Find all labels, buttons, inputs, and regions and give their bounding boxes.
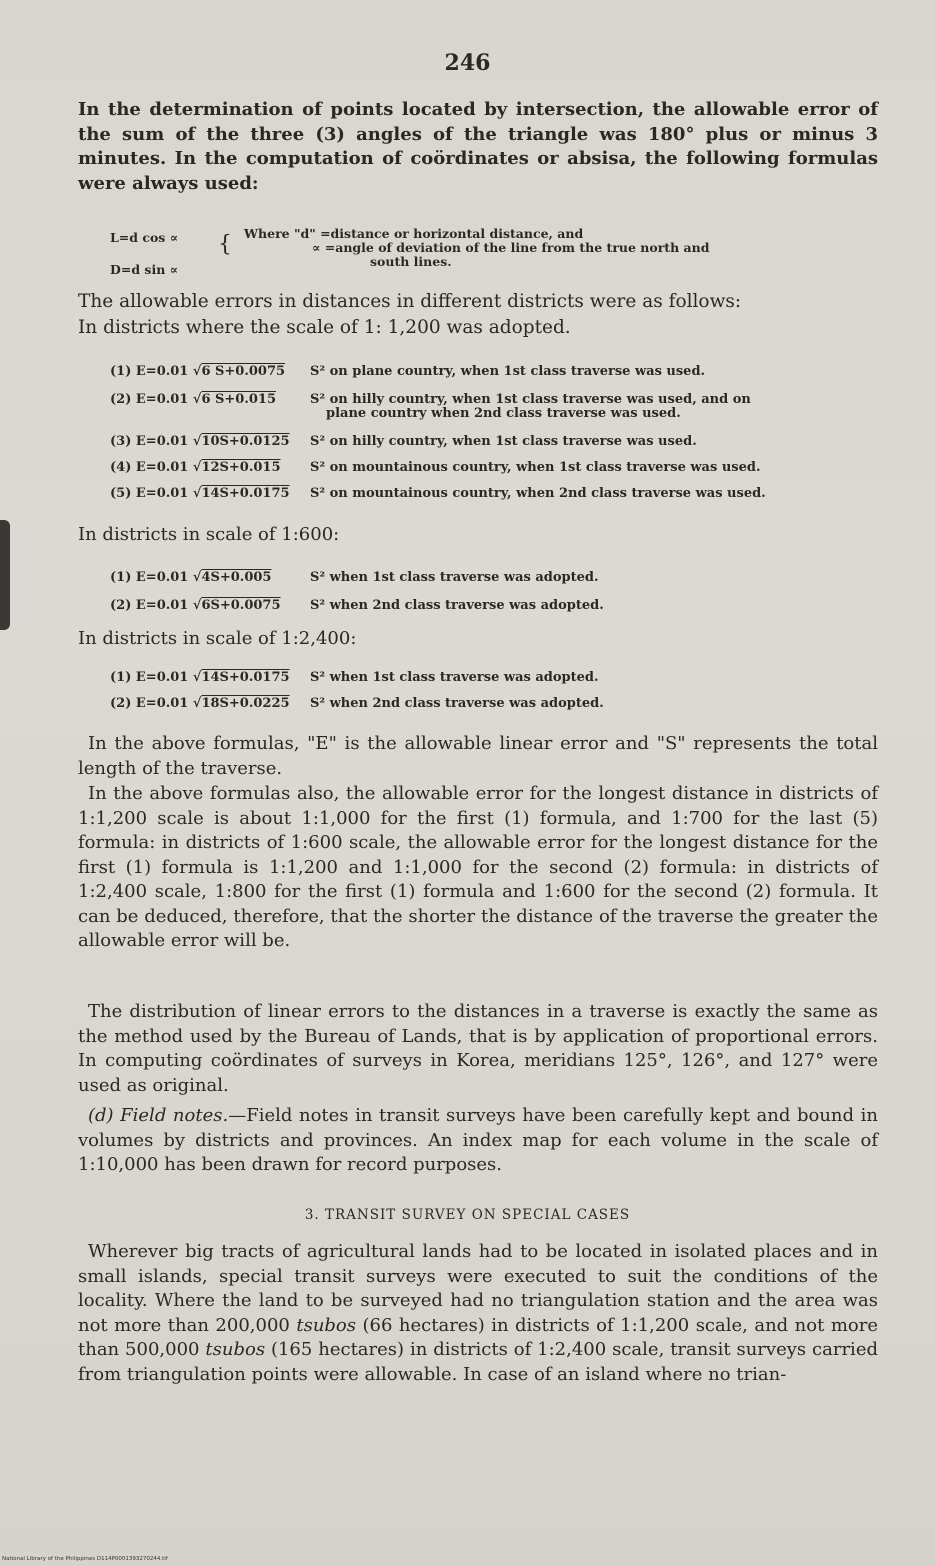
para-formulas-meaning: In the above formulas, "E" is the allowable linear error and "S" represents the total length of the traverse. (78, 733, 878, 779)
d-formula: D=d sin ∝ (110, 262, 179, 277)
alpha-definition: ∝ =angle of deviation of the line from the true north and (312, 240, 710, 255)
footer-source: National Library of the Philippines D114P0001393270244.tif (2, 1556, 168, 1562)
allowable-intro: The allowable errors in distances in different districts were as follows: (78, 291, 742, 312)
formula-1200-5: (5) E=0.01 √14S+0.0175 S² on mountainous country, when 2nd class traverse was used. (110, 486, 766, 501)
where-d-definition: Where "d" =distance or horizontal distance, and (244, 226, 584, 241)
formula-600-1: (1) E=0.01 √4S+0.005 S² when 1st class traverse was adopted. (110, 570, 599, 585)
alpha-definition-cont: south lines. (370, 254, 452, 269)
para-field-notes: (d) Field notes.—Field notes in transit surveys have been carefully kept and bound in volumes by districts and provinces. An index map for each volume in the scale of 1:10,000 has been drawn for record purposes. (78, 1105, 878, 1175)
formula-600-2: (2) E=0.01 √6S+0.0075 S² when 2nd class traverse was adopted. (110, 598, 604, 613)
field-notes-label: (d) Field notes. (88, 1105, 229, 1126)
brace-glyph: { (218, 232, 232, 257)
section-heading: 3. TRANSIT SURVEY ON SPECIAL CASES (304, 1207, 631, 1223)
scale-600-heading: In districts in scale of 1:600: (78, 524, 340, 545)
binding-shadow (0, 520, 10, 630)
intro-paragraph: In the determination of points located by intersection, the allowable error of the sum of the three (3) angles of the triangle was 180° plus or minus 3 minutes. In the computation of coördinates or absisa, the following formulas were always used: (78, 99, 878, 194)
l-formula: L=d cos ∝ (110, 230, 179, 245)
para-longest-distance: In the above formulas also, the allowable error for the longest distance in districts of 1:1,200 scale is about 1:1,000 for the first (1) formula, and 1:700 for the last (5) formula: in districts of 1:600 scale, the allowable error for the longest distance for the first (1) formula is 1:1,200 and 1:1,000 for the second (2) formula: in districts of 1:2,400 scale, 1:800 for the first (1) formula and 1:600 for the second (2) formula. It can be deduced, therefore, that the shorter the distance of the traverse the greater the allowable error will be. (78, 783, 878, 951)
formula-1200-3: (3) E=0.01 √10S+0.0125 S² on hilly country, when 1st class traverse was used. (110, 434, 697, 449)
page-number: 246 (444, 50, 491, 76)
formula-1200-1: (1) E=0.01 √6 S+0.0075 S² on plane country, when 1st class traverse was used. (110, 364, 706, 379)
formula-2400-1: (1) E=0.01 √14S+0.0175 S² when 1st class traverse was adopted. (110, 670, 599, 685)
scale-2400-heading: In districts in scale of 1:2,400: (78, 628, 357, 649)
para-distribution: The distribution of linear errors to the distances in a traverse is exactly the same as the method used by the Bureau of Lands, that is by application of proportional errors. In computing coördinates of surveys in Korea, meridians 125°, 126°, and 127° were used as original. (78, 1001, 878, 1096)
para-special-cases: Wherever big tracts of agricultural lands had to be located in isolated places and in small islands, special transit surveys were executed to suit the conditions of the locality. Where the land to be surveyed had no triangulation station and the area was not more than 200,000 tsubos (66 hectares) in districts of 1:1,200 scale, and not more than 500,000 tsubos (165 hectares) in districts of 1:2,400 scale, transit surveys carried from triangulation points were allowable. In case of an island where no trian- (78, 1241, 878, 1385)
scale-1200-heading: In districts where the scale of 1: 1,200 was adopted. (78, 317, 571, 338)
formula-2400-2: (2) E=0.01 √18S+0.0225 S² when 2nd class traverse was adopted. (110, 696, 604, 711)
formula-1200-2: (2) E=0.01 √6 S+0.015 S² on hilly country, when 1st class traverse was used, and on plane country when 2nd class traverse was used. (110, 392, 751, 421)
formula-1200-4: (4) E=0.01 √12S+0.015 S² on mountainous country, when 1st class traverse was used. (110, 460, 761, 475)
